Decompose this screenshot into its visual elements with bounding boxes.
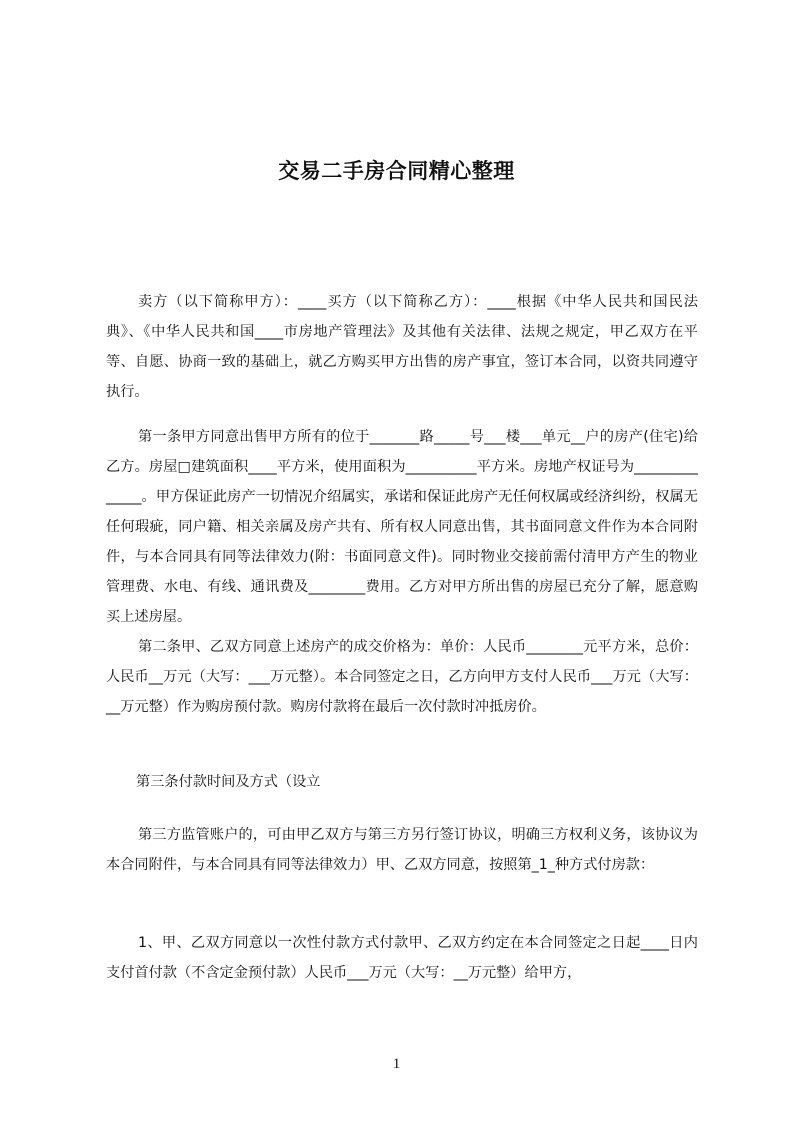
paragraph-article-1: 第一条甲方同意出售甲方所有的位于_______路_____号___楼___单元__户的房产(住宅)给乙方。房屋□建筑面积____平方米，使用面积为__________平方米。房地产权证号为______________。甲方保证此房产一切情况介绍属实，承诺和保证此房产无任何权属或经济纠纷，权属无任何瑕疵，同户籍、相关亲属及房产共有、所有权人同意出售，其书面同意文件作为本合同附件，与本合同具有同等法律效力(附：书面同意文件)。同时物业交接前需付清甲方产生的物业管理费、水电、有线、通讯费及________费用。乙方对甲方所出售的房屋已充分了解，愿意购买上述房屋。 [106,429,698,625]
paragraph-payment-option-1: 1、甲、乙双方同意以一次性付款方式付款甲、乙双方约定在本合同签定之日起____日内支付首付款（不含定金预付款）人民币___万元（大写：__万元整）给甲方， [106,935,698,981]
paragraph-article-3-heading: 第三条付款时间及方式（设立 [136,774,321,790]
document-title: 交易二手房合同精心整理 [278,159,515,184]
paragraph-article-2: 第二条甲、乙双方同意上述房产的成交价格为：单价：人民币________元平方米，总价：人民币__万元（大写：___万元整）。本合同签定之日，乙方向甲方支付人民币___万元（大写：__万元整）作为购房预付款。购房付款将在最后一次付款时冲抵房价。 [106,639,698,715]
paragraph-preamble: 卖方（以下简称甲方）：____买方（以下简称乙方）：____根据《中华人民共和国民法典》、《中华人民共和国____市房地产管理法》及其他有关法律、法规之规定，甲乙双方在平等、自愿、协商一致的基础上，就乙方购买甲方出售的房产事宜，签订本合同，以资共同遵守执行。 [106,294,698,400]
paragraph-escrow-note: 第三方监管账户的，可由甲乙双方与第三方另行签订协议，明确三方权利义务，该协议为本合同附件，与本合同具有同等法律效力）甲、乙双方同意，按照第_1_种方式付房款： [106,827,698,873]
page-number: 1 [392,1056,401,1072]
